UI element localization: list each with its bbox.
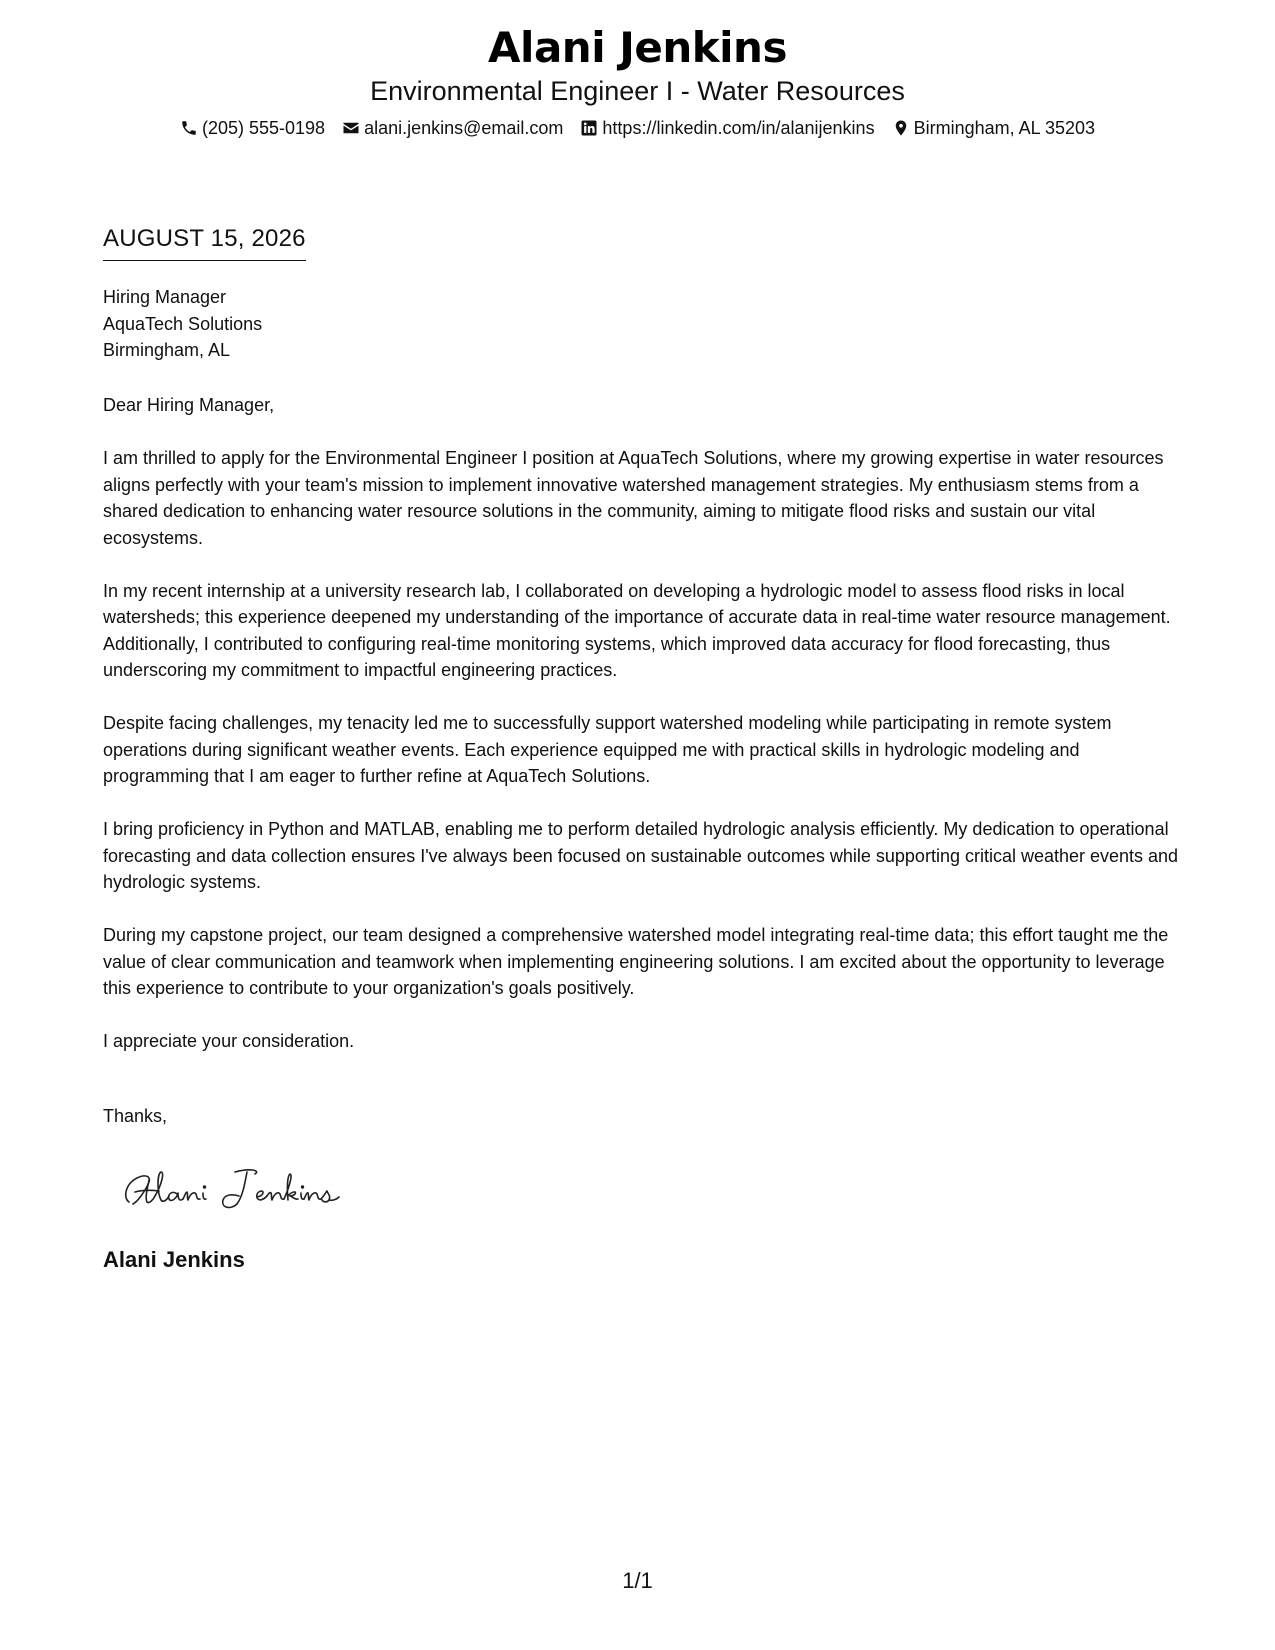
- letter-date: AUGUST 15, 2026: [103, 224, 306, 261]
- recipient-title: Hiring Manager: [103, 287, 227, 307]
- recipient-company: AquaTech Solutions: [103, 313, 263, 334]
- phone-text: (205) 555-0198: [201, 118, 326, 138]
- phone-icon: [180, 119, 198, 137]
- applicant-role: Environmental Engineer I - Water Resources: [370, 76, 905, 106]
- closing-line: Thanks,: [103, 1106, 168, 1126]
- contact-linkedin[interactable]: [580, 116, 874, 140]
- body-paragraph: I bring proficiency in Python and MATLAB, enabling me to perform detailed hydrologic analysis efficiently. My dedication to operational forecasting and data collection ensures I've always been focused on sustainable outcomes while supporting critical weather events and hydrologic systems.: [103, 819, 1179, 892]
- page-number: 1/1: [622, 1568, 653, 1593]
- body-paragraph: During my capstone project, our team designed a comprehensive watershed model integrating real-time data; this effort taught me the value of clear communication and teamwork when implementing engineering solutions. I am excited about the opportunity to leverage this experience to contribute to your organization's goals positively.: [103, 925, 1169, 998]
- recipient-location: Birmingham, AL: [103, 340, 231, 360]
- email-text: alani.jenkins@email.com: [364, 118, 564, 138]
- letter-body: [103, 392, 1183, 1081]
- map-pin-icon: [892, 119, 910, 137]
- contact-phone[interactable]: [180, 116, 325, 140]
- location-text: Birmingham, AL 35203: [913, 118, 1096, 138]
- salutation: Dear Hiring Manager,: [103, 395, 275, 415]
- appreciation-line: I appreciate your consideration.: [103, 1031, 355, 1051]
- contact-location: [892, 116, 1095, 140]
- body-paragraph: Despite facing challenges, my tenacity led me to successfully support watershed modeling while participating in remote system operations during significant weather events. Each experience equipped me with practical skills in hydrologic modeling and programming that I am eager to further refine at AquaTech Solutions.: [103, 713, 1112, 786]
- linkedin-text: https://linkedin.com/in/alanijenkins: [602, 118, 875, 138]
- signer-name: Alani Jenkins: [103, 1247, 245, 1272]
- contact-email[interactable]: [342, 116, 563, 140]
- linkedin-icon: [580, 119, 598, 137]
- applicant-name: Alani Jenkins: [488, 23, 787, 72]
- recipient-block: [103, 284, 262, 364]
- body-paragraph: In my recent internship at a university research lab, I collaborated on developing a hydrologic model to assess flood risks in local watersheds; this experience deepened my understanding of the importance of accurate data in real-time water resource management. Additionally, I contributed to configuring real-time monitoring systems, which improved data accuracy for flood forecasting, thus underscoring my commitment to impactful engineering practices.: [103, 580, 1171, 680]
- body-paragraph: I am thrilled to apply for the Environmental Engineer I position at AquaTech Solutions, where my growing expertise in water resources aligns perfectly with your team's mission to implement innovative watershed management strategies. My enthusiasm stems from a shared dedication to enhancing water resource solutions in the community, aiming to mitigate flood risks and sustain our vital ecosystems.: [103, 448, 1164, 548]
- letter-header: [0, 22, 1275, 140]
- handwritten-signature: [115, 1158, 355, 1218]
- contact-bar: [0, 116, 1275, 140]
- envelope-icon: [342, 119, 360, 137]
